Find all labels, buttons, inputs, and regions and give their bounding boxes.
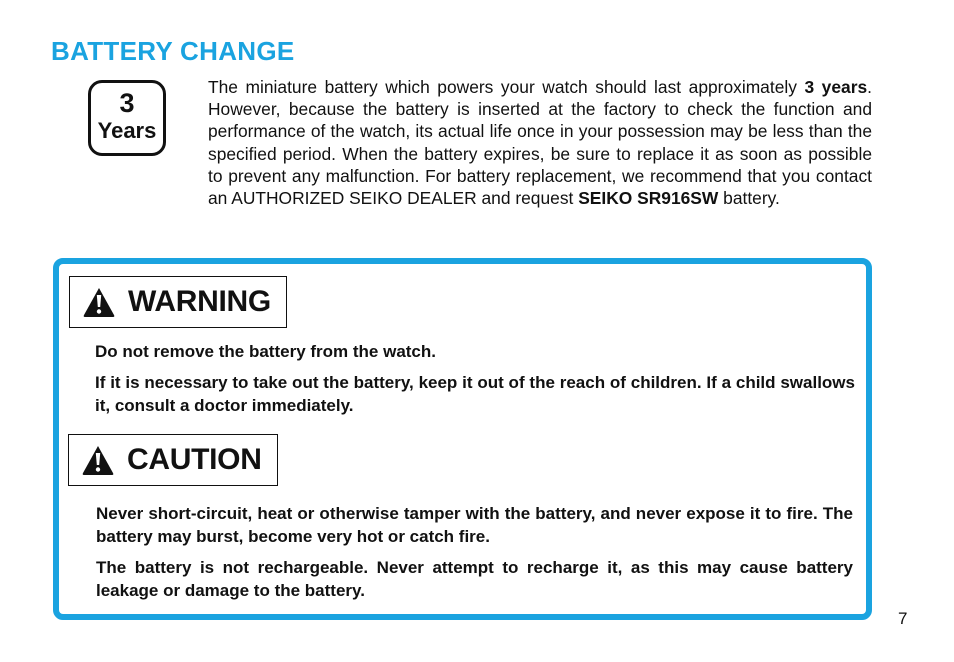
page-number: 7 (898, 609, 908, 628)
badge-number: 3 (119, 88, 135, 118)
caution-paragraph: The battery is not rechargeable. Never attempt to recharge it, as this may cause battery leakage or damage to the battery. (96, 558, 853, 600)
battery-life-badge (88, 80, 166, 156)
intro-bold-battery-model: SEIKO SR916SW (578, 188, 719, 209)
caution-triangle-icon (81, 444, 115, 476)
warning-triangle-icon (82, 286, 116, 318)
intro-bold-years: 3 years (804, 77, 868, 97)
warning-paragraph: If it is necessary to take out the battery, keep it out of the reach of children. If a child swallows it, consult a doctor immediately. (95, 373, 855, 415)
caution-label (68, 434, 278, 486)
intro-paragraph (208, 76, 872, 209)
warning-label (69, 276, 287, 328)
section-heading: BATTERY CHANGE (51, 36, 295, 66)
warning-paragraph: Do not remove the battery from the watch. (95, 342, 436, 361)
caution-paragraph: Never short-circuit, heat or otherwise tamper with the battery, and never expose it to fire. The battery may burst, become very hot or catch fire. (96, 504, 853, 546)
warning-title: WARNING (128, 285, 271, 318)
caution-title: CAUTION (127, 443, 262, 476)
intro-text: The miniature battery which powers your watch should last approximately (208, 77, 805, 97)
intro-text: . However, because the battery is inserted at the factory to check the function and performance of the watch, its actual life once in your possession may be less than the specified period. When the battery expires, be sure to replace it as soon as possible to prevent any malfunction. For battery replacement, we recommend that you contact an AUTHORIZED SEIKO DEALER and request (208, 77, 872, 209)
intro-text: battery. (718, 188, 780, 209)
badge-unit: Years (97, 118, 157, 143)
